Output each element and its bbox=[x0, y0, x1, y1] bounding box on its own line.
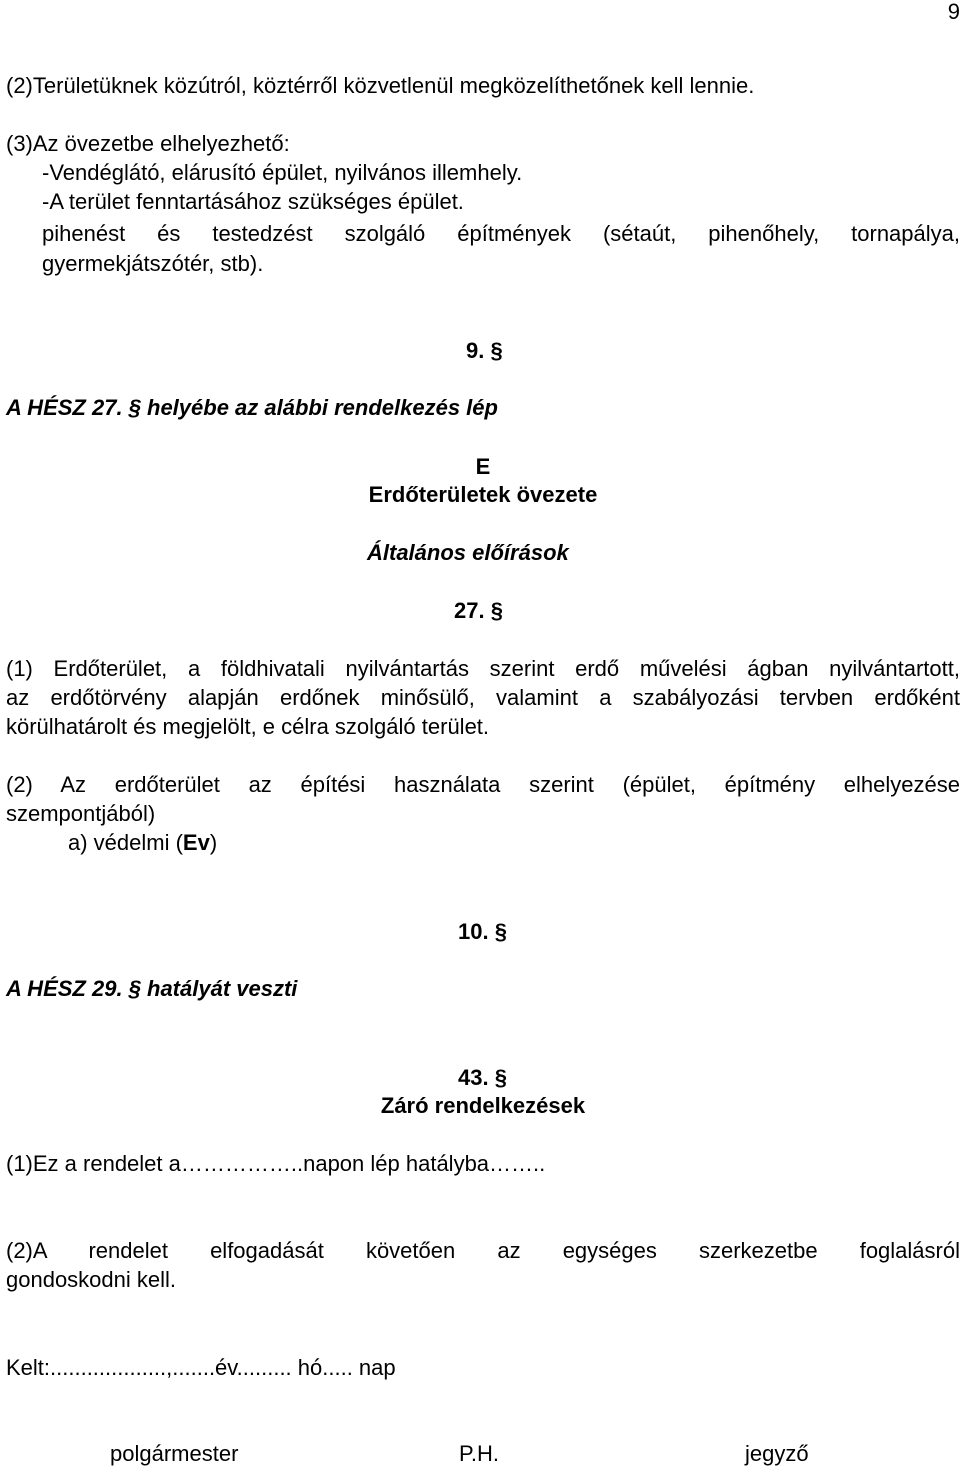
page-number: 9 bbox=[947, 0, 960, 24]
section-43-title: Záró rendelkezések bbox=[380, 1093, 586, 1118]
intro-paragraph-2: (2)Területüknek közútról, köztérről közvetlenül megközelíthetőnek kell lennie. bbox=[6, 73, 755, 98]
section-10-number: 10. § bbox=[458, 919, 507, 944]
section-43-number: 43. § bbox=[458, 1065, 507, 1090]
section-9-p2-line-1: (2) Az erdőterület az építési használata szerint (épület, építmény elhelyezése bbox=[6, 772, 960, 797]
section-9-p1-line-3: körülhatárolt és megjelölt, e célra szolgáló terület. bbox=[6, 714, 490, 739]
section-9-p1-line-1: (1) Erdőterület, a földhivatali nyilvántartás szerint erdő művelési ágban nyilvántartott, bbox=[6, 656, 960, 681]
intro-item-2: -A terület fenntartásához szükséges épület. bbox=[42, 189, 464, 214]
signature-seal: P.H. bbox=[459, 1441, 499, 1466]
section-43-p2-line-1: (2)A rendelet elfogadását követően az egységes szerkezetbe foglalásról bbox=[6, 1238, 960, 1263]
paragraph-27-number: 27. § bbox=[454, 598, 503, 623]
section-9-p2-line-2: szempontjából) bbox=[6, 801, 156, 826]
general-provisions-title: Általános előírások bbox=[367, 540, 569, 565]
section-10-instruction: A HÉSZ 29. § hatályát veszti bbox=[6, 976, 298, 1001]
intro-item-1: -Vendéglátó, elárusító épület, nyilvános illemhely. bbox=[42, 160, 523, 185]
signature-mayor: polgármester bbox=[110, 1441, 239, 1466]
item-a-suffix: ) bbox=[209, 830, 218, 855]
section-9-p1-line-2: az erdőtörvény alapján erdőnek minősülő, valamint a szabályozási tervben erdőként bbox=[6, 685, 960, 710]
date-line: Kelt:...................,.......év......... hó..... nap bbox=[6, 1355, 396, 1380]
section-9-p2-item-a bbox=[68, 829, 217, 857]
intro-item-3-line-1: pihenést és testedzést szolgáló építmények (sétaút, pihenőhely, tornapálya, bbox=[42, 221, 960, 246]
zone-letter: E bbox=[475, 454, 491, 479]
item-a-prefix: a) védelmi ( bbox=[68, 830, 183, 855]
section-43-p2-line-2: gondoskodni kell. bbox=[6, 1267, 177, 1292]
section-9-instruction: A HÉSZ 27. § helyébe az alábbi rendelkezés lép bbox=[6, 395, 498, 420]
item-a-code: Ev bbox=[182, 830, 210, 855]
intro-paragraph-3: (3)Az övezetbe elhelyezhető: bbox=[6, 131, 290, 156]
signature-notary: jegyző bbox=[745, 1441, 809, 1466]
section-43-p1: (1)Ez a rendelet a……………..napon lép hatályba…….. bbox=[6, 1151, 546, 1176]
section-9-number: 9. § bbox=[466, 338, 503, 363]
zone-title: Erdőterületek övezete bbox=[368, 482, 598, 507]
intro-item-3-line-2: gyermekjátszótér, stb). bbox=[42, 251, 264, 276]
